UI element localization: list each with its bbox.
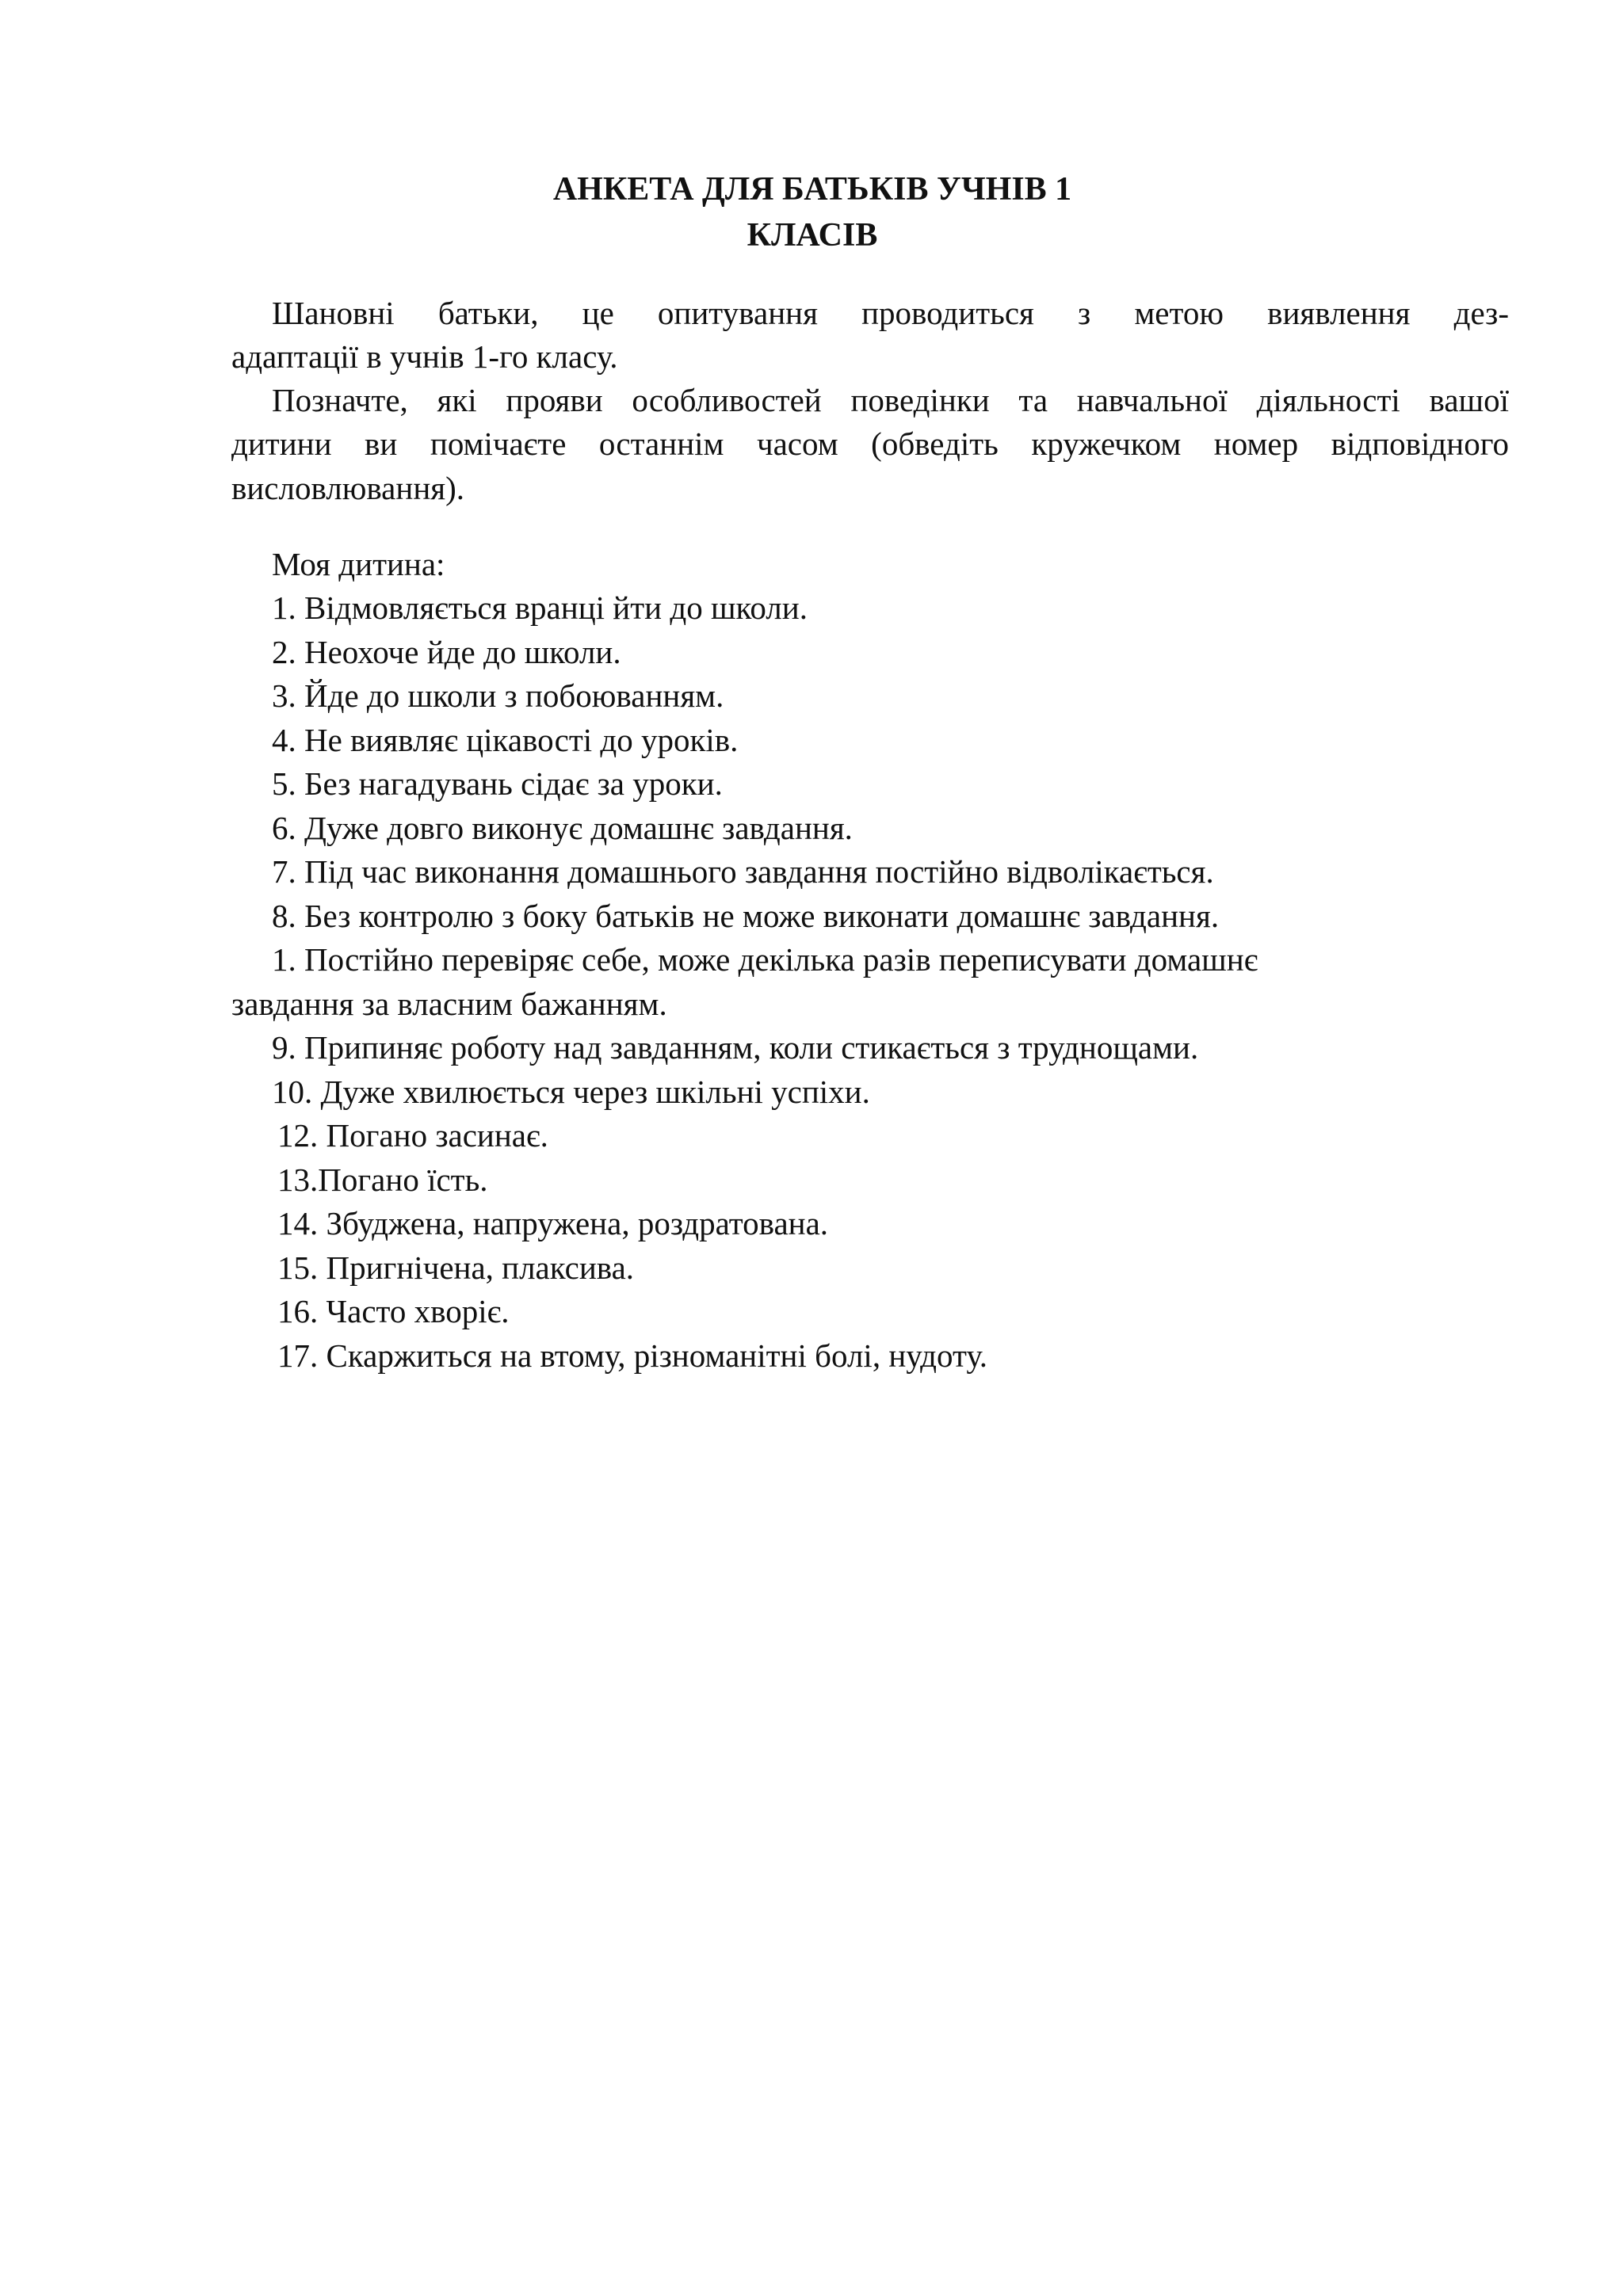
list-item-wrapped-line-1: 1. Постійно перевіряє себе, може декілька разів переписувати домашнє [272, 941, 1258, 978]
list-item: 16. Часто хворіє. [277, 1293, 510, 1329]
list-item: 4. Не виявляє цікавості до уроків. [272, 722, 739, 758]
list-item: 2. Неохоче йде до школи. [272, 634, 621, 670]
list-item: 3. Йде до школи з побоюванням. [272, 677, 724, 714]
list-item: 8. Без контролю з боку батьків не може виконати домашнє завдання. [272, 898, 1220, 934]
intro-paragraph-2-line-1: Позначте, які прояви особливостей поведінки та навчальної діяльності вашої [272, 382, 1509, 418]
list-item: 15. Пригнічена, плаксива. [277, 1249, 635, 1286]
list-item: 6. Дуже довго виконує домашнє завдання. [272, 810, 853, 846]
list-item: 12. Погано засинає. [277, 1117, 548, 1154]
list-item-wrapped-line-2: завдання за власним бажанням. [231, 986, 667, 1022]
intro-paragraph-2-line-3: висловлювання). [231, 470, 465, 506]
intro-paragraph-2-line-2: дитини ви помічаєте останнім часом (обведіть кружечком номер відповідного [231, 425, 1509, 462]
document-title-line-1: АНКЕТА ДЛЯ БАТЬКІВ УЧНІВ 1 [552, 171, 1072, 208]
list-item: 9. Припиняє роботу над завданням, коли стикається з труднощами. [272, 1029, 1199, 1066]
list-item: 7. Під час виконання домашнього завдання постійно відволікається. [272, 853, 1214, 890]
list-item: 5. Без нагадувань сідає за уроки. [272, 765, 723, 802]
intro-paragraph-1-line-2: адаптації в учнів 1-го класу. [231, 338, 618, 375]
list-item: 1. Відмовляється вранці йти до школи. [272, 589, 808, 626]
list-item: 14. Збуджена, напружена, роздратована. [277, 1205, 829, 1241]
list-item: 17. Скаржиться на втому, різноманітні болі, нудоту. [277, 1337, 988, 1374]
list-heading: Моя дитина: [272, 546, 445, 582]
list-item: 10. Дуже хвилюється через шкільні успіхи. [272, 1074, 870, 1110]
list-item: 13.Погано їсть. [277, 1161, 488, 1198]
intro-paragraph-1-line-1: Шановні батьки, це опитування проводиться з метою виявлення дез- [272, 295, 1509, 331]
document-title-line-2: КЛАСІВ [747, 217, 878, 254]
